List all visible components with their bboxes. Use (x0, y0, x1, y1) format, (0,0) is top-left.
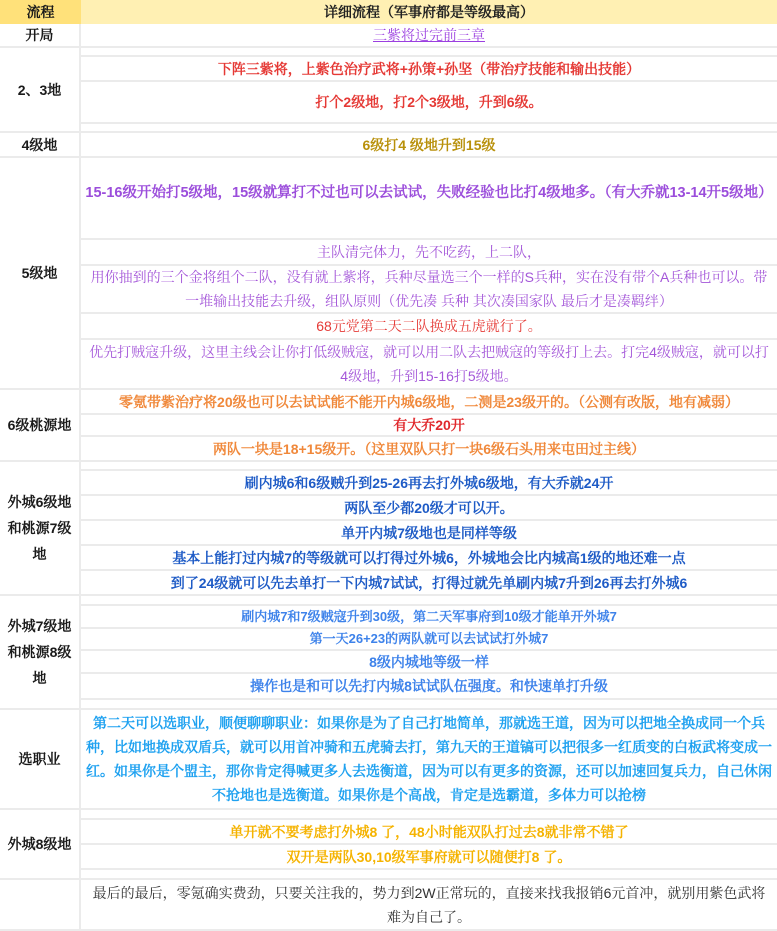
stage-label: 4级地 (0, 133, 81, 156)
table-row-level-2-3 (0, 48, 777, 133)
detail-line: 优先打贼寇升级，这里主线会让你打低级贼寇，就可以用二队去把贼寇的等级打上去。打完4级贼寇，就可以打4级地，升到15-16打5级地。 (89, 344, 769, 384)
detail-line: 打个2级地，打2个3级地，升到6级。 (81, 82, 777, 124)
table-header (0, 0, 777, 24)
detail-line: 两队一块是18+15级开。（这里双队只打一块6级石头用来屯田过主线） (212, 440, 646, 457)
detail-line: 主队清完体力，先不吃药，上二队， (81, 240, 777, 266)
detail-line: 68元党第二天二队换成五虎就行了。 (81, 314, 777, 340)
detail-line: 刷内城7和7级贼寇升到30级，第二天军事府到10级才能单开外城7 (81, 606, 777, 629)
detail-line: 第二天可以选职业，顺便聊聊职业：如果你是为了自己打地简单，那就选王道，因为可以把地全换成同一个兵种，比如地换成双盾兵，就可以用首冲骑和五虎骑去打，第九天的王道镐可以把很多一红质变的白板武将变成一红。如果你是个盟主，那你肯定得喊更多人去选衡道，因为可以有更多的资源，还可以加速回复兵力，自己休闲不抢地也是选衡道。如果你是个高战，肯定是选霸道，多体力可以抢榜 (86, 715, 772, 803)
detail-line: 第一天26+23的两队就可以去试试打外城7 (81, 629, 777, 651)
spacer (81, 870, 777, 878)
stage-label: 选职业 (0, 710, 81, 808)
detail-line: 两队至少都20级才可以开。 (81, 496, 777, 521)
detail-line: 15-16级开始打5级地，15级就算打不过也可以去试试，失败经验也比打4级地多。（有大乔就13-14开5级地） (81, 158, 777, 240)
table-row-outer-8 (0, 810, 777, 880)
detail-line: 双开是两队30,10级军事府就可以随便打8 了。 (81, 845, 777, 870)
stage-label: 外城7级地和桃源8级地 (0, 596, 81, 708)
stage-label: 5级地 (0, 158, 81, 388)
detail-line: 单开内城7级地也是同样等级 (81, 521, 777, 546)
spacer (81, 810, 777, 820)
stage-label (0, 880, 81, 929)
detail-line: 到了24级就可以先去单打一下内城7试试，打得过就先单刷内城7升到26再去打外城6 (170, 574, 688, 591)
header-col-detail: 详细流程（军事府都是等级最高） (324, 4, 534, 20)
stage-label: 2、3地 (0, 48, 81, 131)
detail-line: 基本上能打过内城7的等级就可以打得过外城6，外城地会比内城高1级的地还难一点 (81, 546, 777, 571)
stage-label: 开局 (0, 24, 81, 46)
spacer (81, 124, 777, 131)
detail-line: 用你抽到的三个金将组个二队，没有就上紫将，兵种尽量选三个一样的S兵种，实在没有带个A兵种也可以。带一堆输出技能去升级，组队原则（优先凑 兵种 其次凑国家队 最后才是凑羁绊） (81, 266, 777, 314)
detail-line: 刷内城6和6级贼升到25-26再去打外城6级地，有大乔就24开 (81, 471, 777, 496)
detail-line: 最后的最后，零氪确实费劲，只要关注我的，势力到2W正常玩的，直接来找我报销6元首冲，就别用紫色武将难为自己了。 (92, 884, 766, 925)
detail-line: 操作也是和可以先打内城8试试队伍强度。和快速单打升级 (81, 674, 777, 700)
table-row-level-4 (0, 133, 777, 158)
spacer (81, 700, 777, 708)
table-row-outer-6 (0, 462, 777, 596)
stage-label: 外城6级地和桃源7级地 (0, 462, 81, 594)
detail-line: 有大乔20开 (81, 415, 777, 437)
detail-line: 单开就不要考虑打外城8 了，48小时能双队打过去8就非常不错了 (81, 820, 777, 845)
table-row-level-5 (0, 158, 777, 390)
detail-line: 零氪带紫治疗将20级也可以去试试能不能开内城6级地，二测是23级开的。（公测有改版，地有减弱） (81, 390, 777, 415)
stage-label: 6级桃源地 (0, 390, 81, 460)
detail-line: 下阵三紫将，上紫色治疗武将+孙策+孙坚（带治疗技能和输出技能） (81, 57, 777, 82)
header-col-stage: 流程 (0, 0, 81, 24)
table-row-final-note (0, 880, 777, 931)
table-row-opening (0, 24, 777, 48)
table-row-choose-class (0, 710, 777, 810)
detail-line[interactable]: 三紫将过完前三章 (373, 27, 485, 43)
detail-line: 6级打4 级地升到15级 (362, 136, 496, 153)
table-row-peach-6 (0, 390, 777, 462)
stage-label: 外城8级地 (0, 810, 81, 878)
table-row-outer-7 (0, 596, 777, 710)
detail-line: 8级内城地等级一样 (81, 651, 777, 674)
